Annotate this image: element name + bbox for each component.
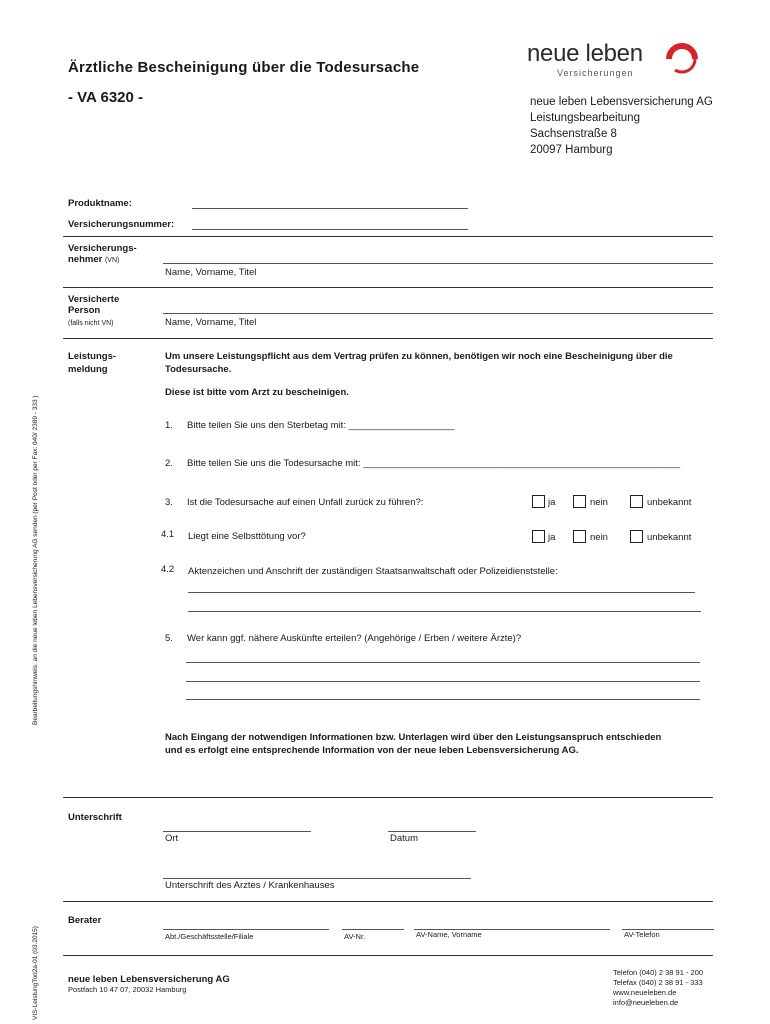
question-contacts: Wer kann ggf. nähere Auskünfte erteilen? (Angehörige / Erben / weitere Ärzte)?: [187, 633, 522, 644]
section-label-line: Leistungs-: [68, 351, 117, 362]
divider: [63, 901, 713, 902]
footer-fax: Telefax (040) 2 38 91 - 333: [613, 978, 703, 987]
contacts-input-line[interactable]: [186, 681, 700, 682]
branch-input[interactable]: [163, 929, 329, 930]
doctor-signature-label: Unterschrift des Arztes / Krankenhauses: [165, 880, 335, 891]
av-number-label: AV-Nr.: [344, 932, 366, 941]
address-line: neue leben Lebensversicherung AG: [530, 96, 713, 108]
policy-input[interactable]: [192, 229, 468, 230]
question-cause-of-death[interactable]: Bitte teilen Sie uns die Todesursache mit: ____________________________________________________________: [187, 458, 681, 469]
claim-section-label: [68, 350, 116, 376]
option-unknown-label: unbekannt: [647, 497, 692, 508]
product-input[interactable]: [192, 208, 468, 209]
av-phone-label: AV-Telefon: [624, 930, 660, 939]
footer-email[interactable]: info@neueleben.de: [613, 998, 679, 1007]
page-title: Ärztliche Bescheinigung über die Todesursache: [68, 59, 420, 76]
question-number: 2.: [165, 458, 173, 469]
logo-swirl-icon: [665, 42, 699, 76]
recipient-address: [530, 94, 713, 158]
footer-contact: [613, 968, 703, 1008]
vn-hint: Name, Vorname, Titel: [165, 267, 257, 278]
closing-note: [165, 731, 717, 757]
prosecution-input-line[interactable]: [188, 611, 701, 612]
vp-note: (falls nicht VN): [68, 320, 114, 327]
divider: [63, 287, 713, 288]
form-code: VIS-LeistungTod2a-01 (03.2015): [32, 926, 39, 1020]
prosecution-input-line[interactable]: [188, 592, 695, 593]
logo-text: neue leben: [527, 40, 643, 67]
address-line: Sachsenstraße 8: [530, 128, 617, 140]
vn-label-line: nehmer: [68, 254, 103, 265]
product-label: Produktname:: [68, 198, 132, 209]
address-line: 20097 Hamburg: [530, 144, 613, 156]
vn-abbr: (VN): [104, 257, 120, 264]
av-name-label: AV-Name, Vorname: [416, 930, 482, 939]
divider: [63, 338, 713, 339]
suicide-yes-checkbox[interactable]: [532, 530, 545, 543]
contacts-input-line[interactable]: [186, 662, 700, 663]
footer-web[interactable]: www.neueleben.de: [613, 988, 677, 997]
advisor-label: Berater: [68, 915, 102, 926]
logo-subtext: Versicherungen: [557, 68, 634, 78]
intro-line: Todesursache.: [165, 364, 232, 375]
question-number: 4.1: [161, 529, 175, 540]
accident-no-checkbox[interactable]: [573, 495, 586, 508]
option-yes-label: ja: [548, 497, 556, 508]
branch-label: Abt./Geschäftsstelle/Filiale: [165, 932, 254, 941]
question-number: 3.: [165, 497, 173, 508]
section-label-line: meldung: [68, 364, 108, 375]
av-number-input[interactable]: [342, 929, 404, 930]
question-number: 4.2: [161, 564, 175, 575]
question-number: 5.: [165, 633, 173, 644]
vp-label-line: Versicherte: [68, 294, 120, 305]
doctor-signature-input[interactable]: [163, 878, 471, 879]
contacts-input-line[interactable]: [186, 699, 700, 700]
vn-label-line: Versicherungs-: [68, 243, 137, 254]
vp-label: [68, 294, 119, 316]
vn-input[interactable]: [163, 263, 713, 264]
policy-label: Versicherungsnummer:: [68, 219, 175, 230]
signature-label: Unterschrift: [68, 812, 122, 823]
vn-label: [68, 243, 137, 265]
option-unknown-label: unbekannt: [647, 532, 692, 543]
divider: [63, 955, 713, 956]
vp-hint: Name, Vorname, Titel: [165, 317, 257, 328]
form-number: - VA 6320 -: [68, 89, 144, 106]
divider: [63, 236, 713, 237]
claim-intro: [165, 350, 717, 376]
question-accident: Ist die Todesursache auf einen Unfall zurück zu führen?:: [187, 497, 424, 508]
footer-company: neue leben Lebensversicherung AG: [68, 974, 230, 985]
address-line: Leistungsbearbeitung: [530, 112, 640, 124]
place-label: Ort: [165, 833, 179, 844]
suicide-unknown-checkbox[interactable]: [630, 530, 643, 543]
footer-postbox: Postfach 10 47 07, 20032 Hamburg: [68, 985, 187, 994]
date-label: Datum: [390, 833, 418, 844]
closing-line: Nach Eingang der notwendigen Informationen bzw. Unterlagen wird über den Leistungsanspruch entschieden: [165, 732, 662, 743]
question-number: 1.: [165, 420, 173, 431]
place-input[interactable]: [163, 831, 311, 832]
sidebar-note: Bearbeitungshinweis: an die neue leben Lebensversicherung AG senden (per Post oder per Fax: 040/ 2389 - 333 ): [32, 395, 39, 725]
option-no-label: nein: [590, 532, 608, 543]
company-logo: [527, 40, 697, 82]
date-input[interactable]: [388, 831, 476, 832]
question-death-date[interactable]: Bitte teilen Sie uns den Sterbetag mit: ____________________: [187, 420, 455, 431]
intro-line: Um unsere Leistungspflicht aus dem Vertrag prüfen zu können, benötigen wir noch eine Bescheinigung über die: [165, 351, 673, 362]
claim-instruction: Diese ist bitte vom Arzt zu bescheinigen.: [165, 387, 349, 398]
question-prosecution: Aktenzeichen und Anschrift der zuständigen Staatsanwaltschaft oder Polizeidienststelle:: [188, 566, 558, 577]
vp-label-line: Person: [68, 305, 101, 316]
accident-yes-checkbox[interactable]: [532, 495, 545, 508]
option-no-label: nein: [590, 497, 608, 508]
vp-input[interactable]: [163, 313, 713, 314]
divider: [63, 797, 713, 798]
option-yes-label: ja: [548, 532, 556, 543]
closing-line: und es erfolgt eine entsprechende Information von der neue leben Lebensversicherung AG.: [165, 745, 579, 756]
footer-phone: Telefon (040) 2 38 91 - 200: [613, 968, 704, 977]
suicide-no-checkbox[interactable]: [573, 530, 586, 543]
question-suicide: Liegt eine Selbsttötung vor?: [188, 531, 306, 542]
accident-unknown-checkbox[interactable]: [630, 495, 643, 508]
